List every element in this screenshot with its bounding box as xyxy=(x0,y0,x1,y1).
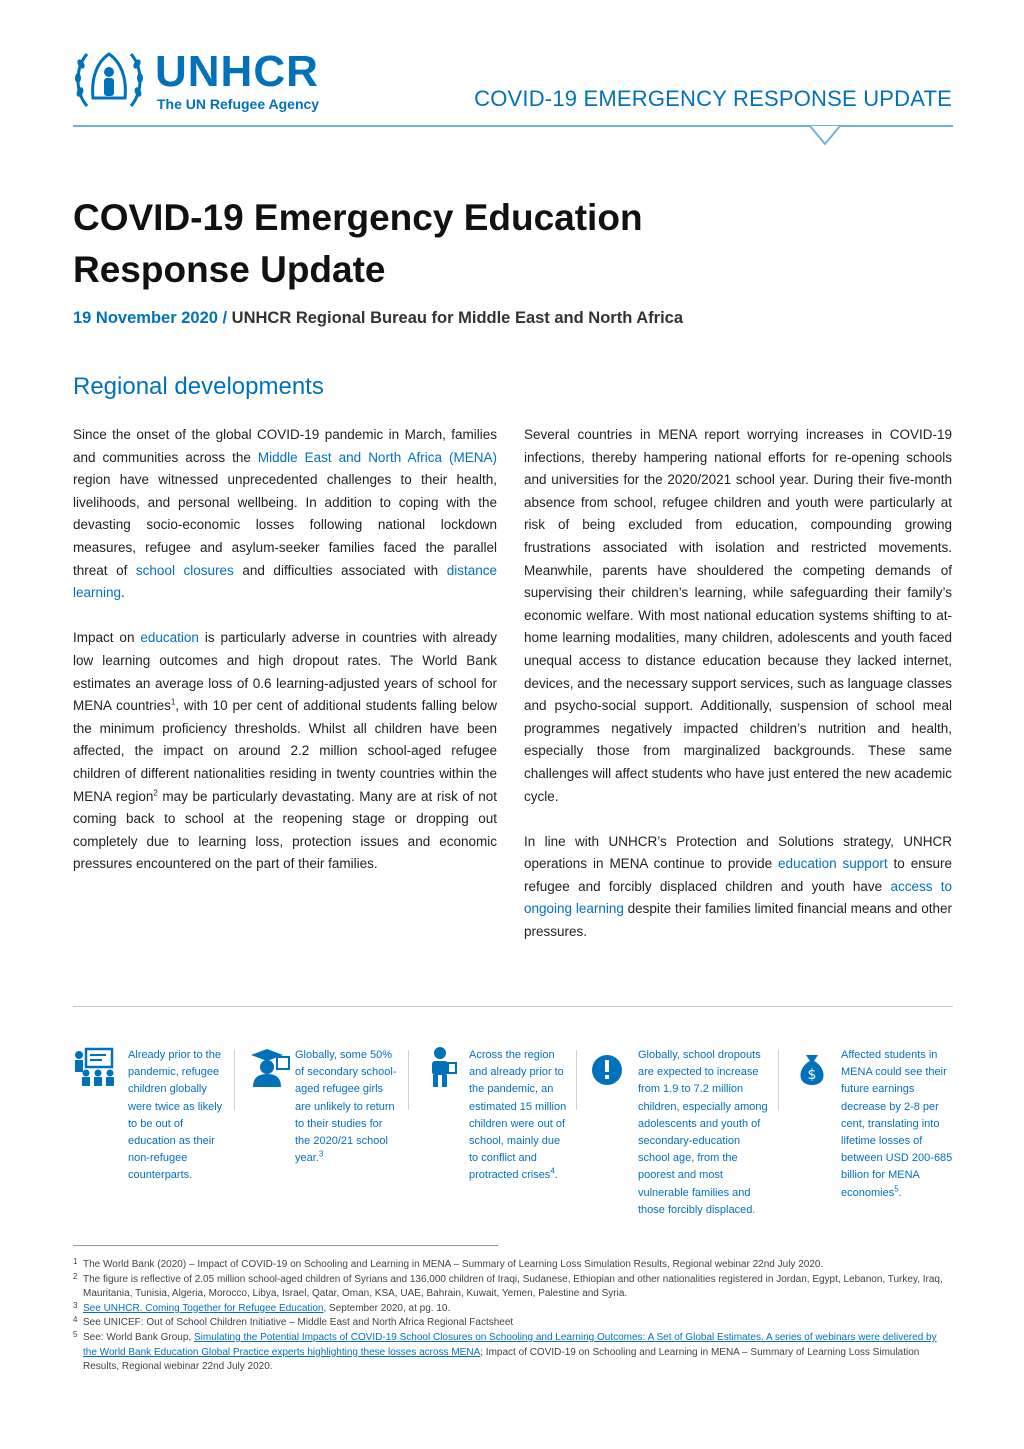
footnote-text: ; Impact of COVID-19 on Schooling and Learning in MENA – Summary of Learning Loss Simulation Results, Regional webinar 22nd July 2020. xyxy=(83,1346,920,1373)
unhcr-logo xyxy=(73,44,343,114)
text-run: , with 10 per cent of additional students falling below the minimum proficiency thresholds. Whilst all children have been affected, the impact on around 2.2 million school-aged refugee children of different nationalities residing in twenty countries within the MENA region xyxy=(73,698,497,804)
text-run: is particularly adverse in countries with already low learning outcomes and high dropout rates. The World Bank estimates an average loss of 0.6 learning-adjusted years of school for MENA countries xyxy=(73,630,498,714)
footnote-4 xyxy=(73,1316,953,1331)
mena-link[interactable]: Middle East and North Africa (MENA) xyxy=(257,449,497,465)
text-run: Impact on xyxy=(73,630,141,646)
footnote-link[interactable]: Simulating the Potential Impacts of COVID-19 School Closures on Schooling and Learning Outcomes: A Set of Global Estimates. A series of webinars were delivered by the World Bank Education Global Practice experts highlighting these losses across MENA xyxy=(83,1331,937,1358)
footnote-number: 1 xyxy=(73,1257,78,1266)
fact-text-body: Affected students in MENA could see their future earnings decrease by 2-8 per cent, translating into lifetime losses of between USD 200-685 billion for MENA economies xyxy=(841,1049,953,1199)
fact-separator xyxy=(576,1050,577,1110)
footnote-1 xyxy=(73,1258,953,1273)
education-support-link[interactable]: education support xyxy=(778,856,888,872)
fact-text xyxy=(841,1047,956,1202)
alert-icon xyxy=(588,1045,632,1089)
fact-text xyxy=(128,1047,228,1185)
page-title xyxy=(73,192,773,296)
footnote-ref[interactable]: 1 xyxy=(170,697,176,707)
left-column xyxy=(73,424,497,898)
text-run: . xyxy=(121,585,125,601)
fact-separator xyxy=(234,1050,235,1110)
access-to-learning-link[interactable]: access to ongoing learning xyxy=(524,878,953,917)
page-title-line1: COVID-19 Emergency Education xyxy=(73,197,643,238)
fact-text-body: Globally, some 50% of secondary school-aged refugee girls are unlikely to return to their studies for the 2020/21 school year. xyxy=(295,1049,397,1165)
text-run: to ensure refugee and forcibly displaced children and youth have xyxy=(524,856,953,894)
header-notch-icon xyxy=(810,126,840,148)
svg-text:$: $ xyxy=(807,1067,817,1083)
footnote-number: 3 xyxy=(73,1300,78,1310)
fact-text-body: Already prior to the pandemic, refugee children globally were twice as likely to be out of education as their non-refugee counterparts. xyxy=(128,1049,223,1182)
fact-text xyxy=(295,1047,399,1167)
classroom-icon xyxy=(72,1045,116,1089)
left-paragraph-2 xyxy=(73,627,497,876)
fact-text xyxy=(638,1047,770,1219)
footnote-text: , September 2020, at pg. 10. xyxy=(323,1302,451,1314)
footnote-ref[interactable]: 5 xyxy=(894,1183,899,1193)
fact-text-tail: . xyxy=(898,1186,902,1199)
left-paragraph-1 xyxy=(73,424,497,605)
child-icon xyxy=(420,1045,464,1089)
footnote-3 xyxy=(73,1302,953,1317)
footnote-ref[interactable]: 4 xyxy=(550,1166,555,1176)
money-bag-icon xyxy=(792,1045,836,1089)
footnotes xyxy=(73,1258,953,1375)
footnote-5 xyxy=(73,1331,953,1375)
footnote-rule xyxy=(73,1245,498,1246)
right-paragraph-2 xyxy=(524,831,952,944)
footnote-text: The figure is reflective of 2.05 million school-aged children of Syrians and 136,000 children of Iraqi, Sudanese, Ethiopian and other nationalities registered in Jordan, Egypt, Lebanon, Turkey, Iraq, Mauritania, Tunisia, Algeria, Morocco, Libya, Israel, Qatar, Oman, KSA, UAE, Bahrain, Kuwait, Yemen, Palestine and Syria. xyxy=(83,1273,943,1300)
dateline xyxy=(73,309,683,328)
text-run: despite their families limited financial means and other pressures. xyxy=(524,901,952,940)
footnote-text: See: World Bank Group, xyxy=(83,1331,194,1343)
section-divider xyxy=(73,1006,953,1007)
unhcr-emblem-icon xyxy=(73,48,145,110)
graduate-girl-icon xyxy=(247,1045,291,1089)
distance-learning-link[interactable]: distance learning xyxy=(73,562,497,601)
footnote-ref[interactable]: 2 xyxy=(153,788,158,797)
footnote-2 xyxy=(73,1273,953,1302)
text-run: In line with UNHCR’s Protection and Solutions strategy, UNHCR operations in MENA continue to provide xyxy=(524,833,952,872)
text-run: region have witnessed unprecedented challenges to their health, livelihoods, and personal wellbeing. In addition to coping with the devasting socio-economic losses following national lockdown measures, refugee and asylum-seeker families faced the parallel threat of xyxy=(73,472,497,578)
right-column xyxy=(524,424,952,966)
education-link[interactable]: education xyxy=(140,630,199,646)
text-run: Since the onset of the global COVID-19 pandemic in March, families and communities across the xyxy=(73,427,497,465)
fact-separator xyxy=(778,1050,779,1110)
footnote-text: See UNICEF: Out of School Children Initiative – Middle East and North Africa Regional Factsheet xyxy=(83,1317,514,1329)
header-title: COVID-19 EMERGENCY RESPONSE UPDATE xyxy=(474,86,952,111)
footnote-ref[interactable]: 3 xyxy=(318,1149,324,1159)
logo-wordmark: UNHCR xyxy=(155,47,319,96)
right-paragraph-1: Several countries in MENA report worrying increases in COVID-19 infections, thereby hampering national efforts for re-opening schools and universities for the 2020/2021 school year. During their five-month absence from school, refugee children and youth were particularly at risk of being excluded from education, compounding growing frustrations associated with isolation and restricted movements. Meanwhile, parents have shouldered the competing demands of supervising their children’s learning, while safeguarding their family’s economic welfare. With most national education systems shifting to at-home learning modalities, many children, adolescents and youth faced unequal access to distance education because they lacked internet, devices, and the necessary support services, such as language classes and psycho-social support. Additionally, suspension of school meal programmes negatively impacted children’s nutrition and health, especially those from marginalized backgrounds. These same challenges will affect students who have just entered the new academic cycle. xyxy=(524,427,952,804)
fact-separator xyxy=(408,1050,409,1110)
footnote-number: 5 xyxy=(73,1329,78,1339)
dateline-date: 19 November 2020 / xyxy=(73,309,228,327)
footnote-number: 4 xyxy=(73,1315,78,1325)
fact-text-body: Across the region and already prior to the pandemic, an estimated 15 million children were out of school, mainly due to conflict and protracted crises xyxy=(469,1049,567,1182)
page-title-line2: Response Update xyxy=(73,249,386,290)
dateline-source: UNHCR Regional Bureau for Middle East and North Africa xyxy=(227,309,684,327)
school-closures-link[interactable]: school closures xyxy=(135,562,234,578)
section-heading: Regional developments xyxy=(73,373,324,400)
fact-text xyxy=(469,1047,569,1185)
text-run: may be particularly devastating. Many are at risk of not coming back to school at the reopening stage or dropping out completely due to learning loss, protection issues and economic pressures encountered on the part of their families. xyxy=(73,788,497,872)
footnote-text: The World Bank (2020) – Impact of COVID-19 on Schooling and Learning in MENA – Summary of Learning Loss Simulation Results, Regional webinar 22nd July 2020. xyxy=(83,1259,824,1270)
footnote-link[interactable]: See UNHCR. Coming Together for Refugee Education xyxy=(83,1302,324,1314)
footnote-number: 2 xyxy=(73,1271,78,1281)
text-run: and difficulties associated with xyxy=(233,562,447,578)
logo-tagline: The UN Refugee Agency xyxy=(157,96,320,112)
fact-text-tail: . xyxy=(554,1169,558,1182)
fact-text-body: Globally, school dropouts are expected to increase from 1.9 to 7.2 million children, especially among adolescents and youth of secondary-education school age, from the poorest and most vulnerable families and those forcibly displaced. xyxy=(638,1049,768,1216)
